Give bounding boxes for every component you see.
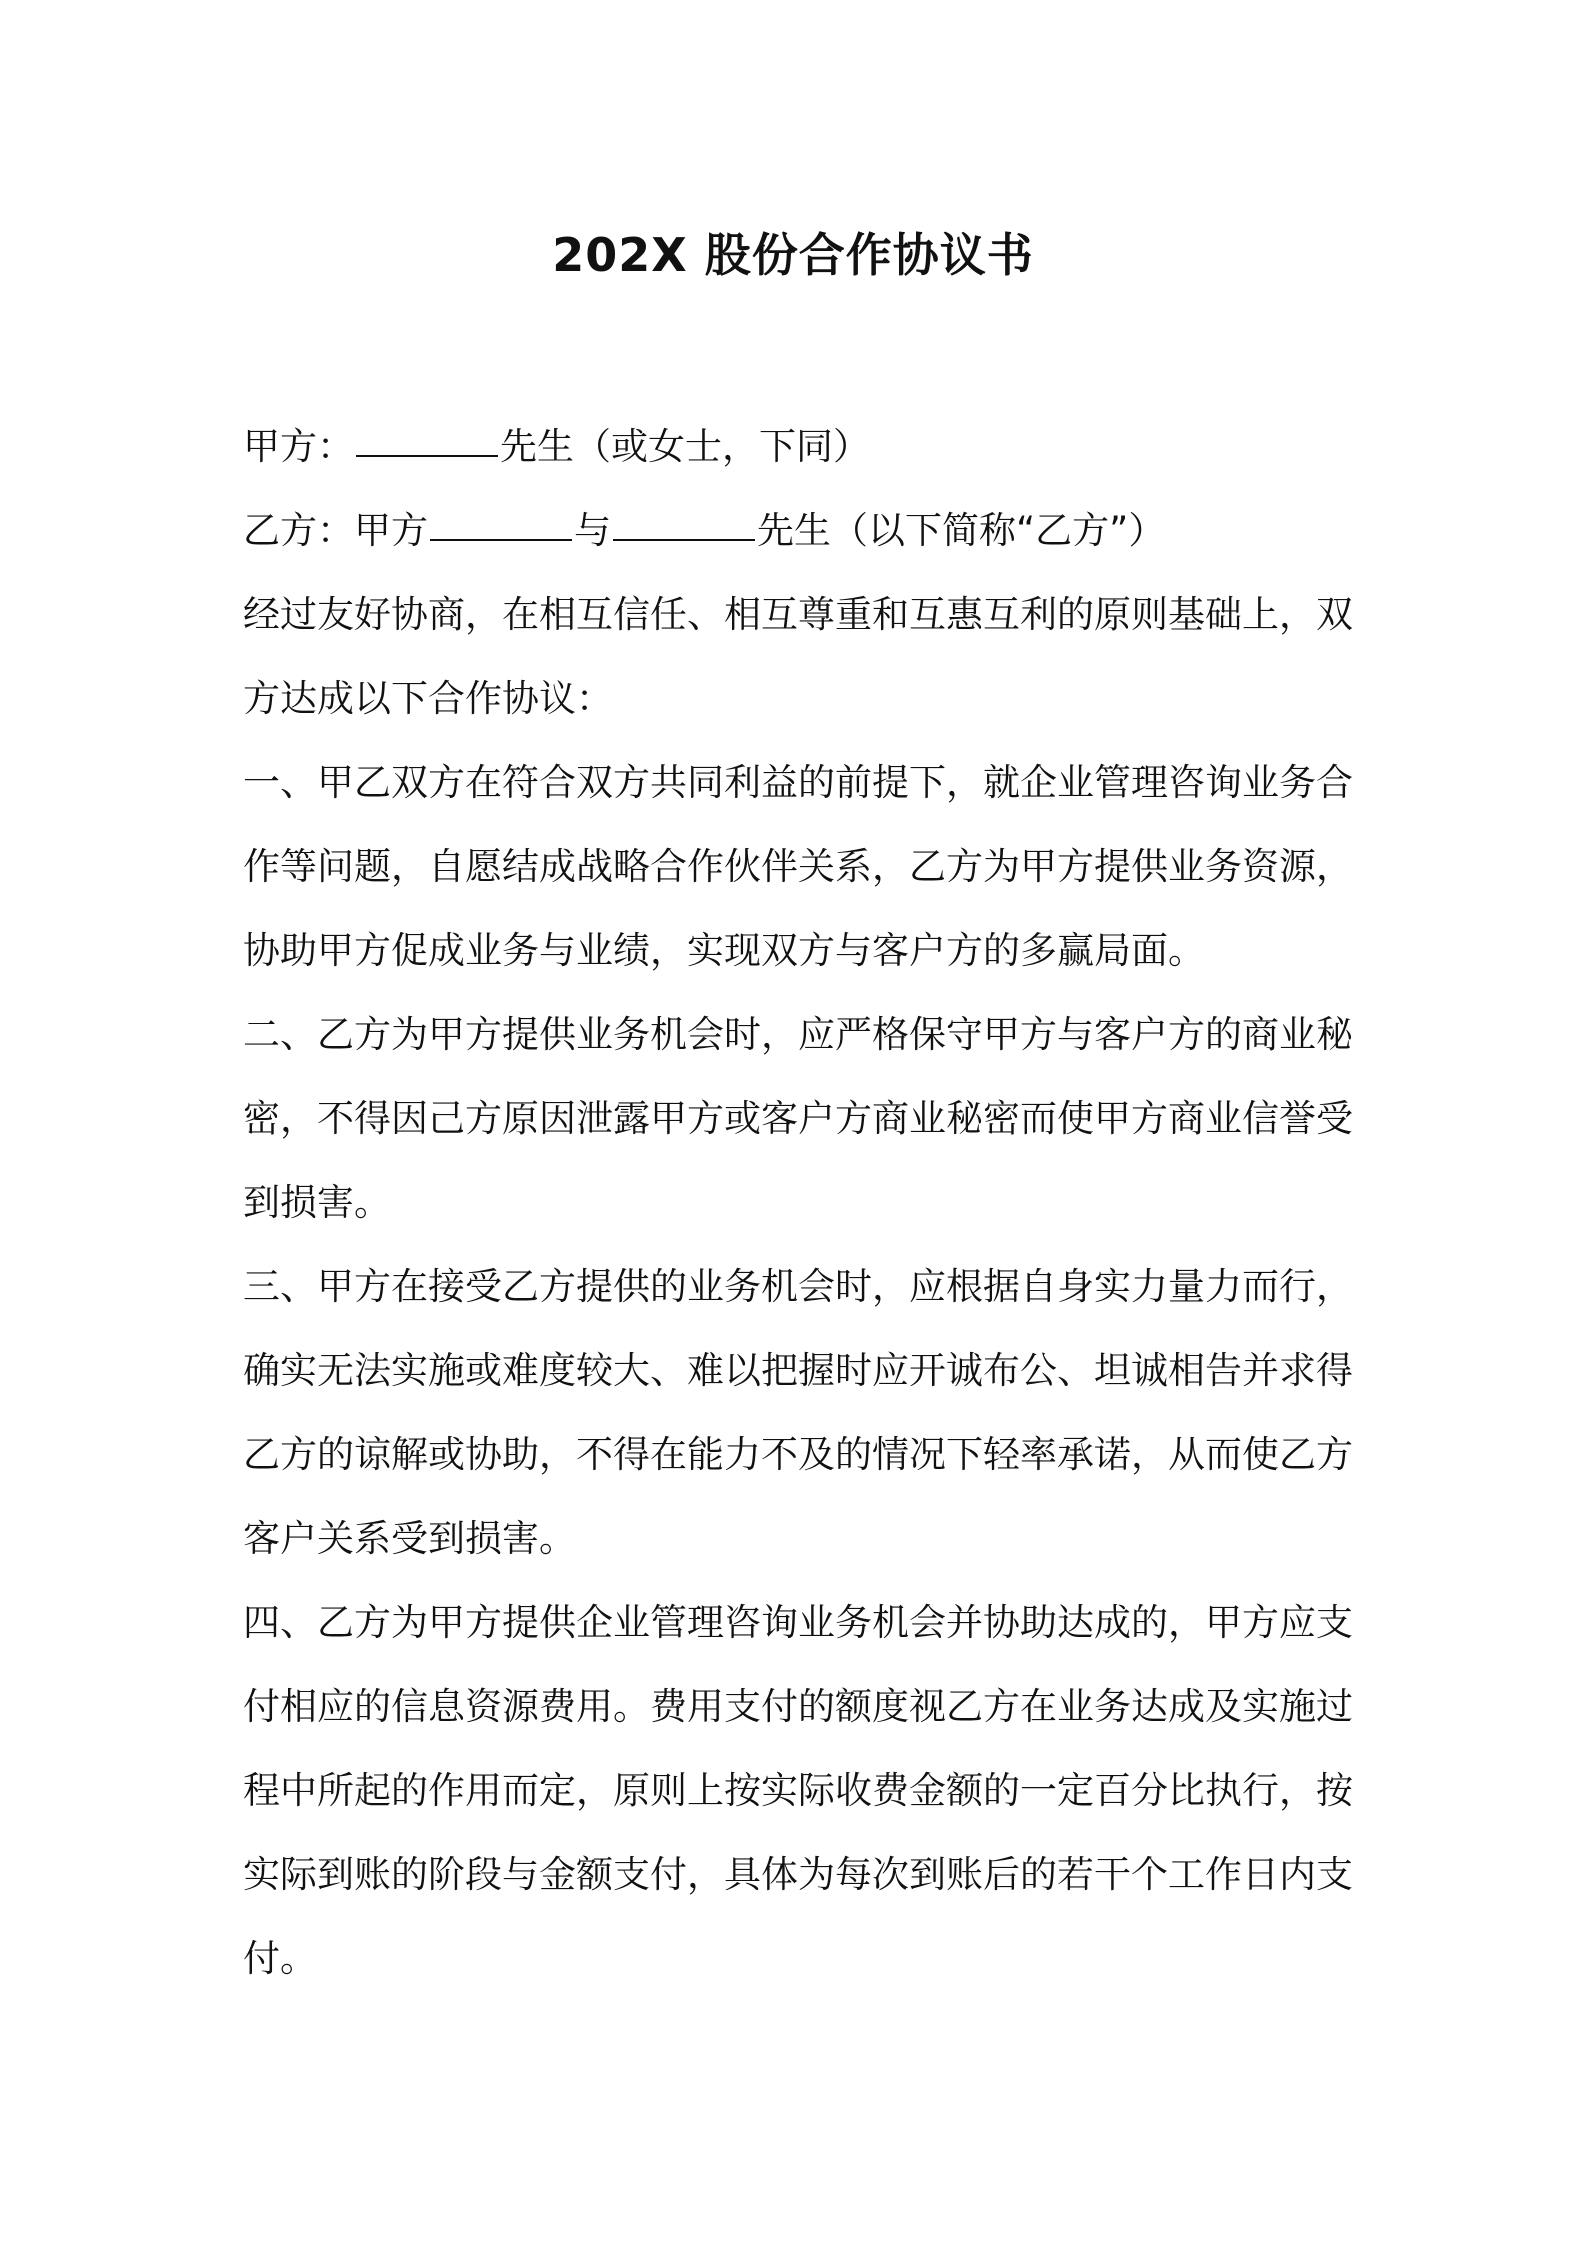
party-a-suffix: 先生（或女士，下同） (500, 425, 870, 468)
party-b-line (243, 489, 1353, 573)
clause-3: 三、甲方在接受乙方提供的业务机会时，应根据自身实力量力而行，确实无法实施或难度较大、难以把握时应开诚布公、坦诚相告并求得乙方的谅解或协助，不得在能力不及的情况下轻率承诺，从而使乙方客户关系受到损害。 (243, 1265, 1353, 1560)
party-b-prefix: 甲方 (354, 509, 428, 552)
party-a-label: 甲方： (243, 425, 354, 468)
party-a-line (243, 405, 1353, 489)
party-b-second-name-blank (613, 499, 755, 541)
document-body (243, 405, 1353, 2001)
clause-2: 二、乙方为甲方提供业务机会时，应严格保守甲方与客户方的商业秘密，不得因己方原因泄露甲方或客户方商业秘密而使甲方商业信誉受到损害。 (243, 1013, 1353, 1224)
document-title: 202X 股份合作协议书 (552, 228, 1034, 282)
party-b-middle: 与 (574, 509, 611, 552)
clause-4: 四、乙方为甲方提供企业管理咨询业务机会并协助达成的，甲方应支付相应的信息资源费用。费用支付的额度视乙方在业务达成及实施过程中所起的作用而定，原则上按实际收费金额的一定百分比执行，按实际到账的阶段与金额支付，具体为每次到账后的若干个工作日内支付。 (243, 1601, 1353, 1980)
clause-1: 一、甲乙双方在符合双方共同利益的前提下，就企业管理咨询业务合作等问题，自愿结成战略合作伙伴关系，乙方为甲方提供业务资源，协助甲方促成业务与业绩，实现双方与客户方的多赢局面。 (243, 761, 1353, 972)
party-a-name-blank (356, 415, 498, 457)
intro-paragraph: 经过友好协商，在相互信任、相互尊重和互惠互利的原则基础上，双方达成以下合作协议： (243, 593, 1353, 720)
party-b-suffix: 先生（以下简称“乙方”） (757, 509, 1166, 552)
party-b-first-name-blank (430, 499, 572, 541)
party-b-label: 乙方： (243, 509, 354, 552)
